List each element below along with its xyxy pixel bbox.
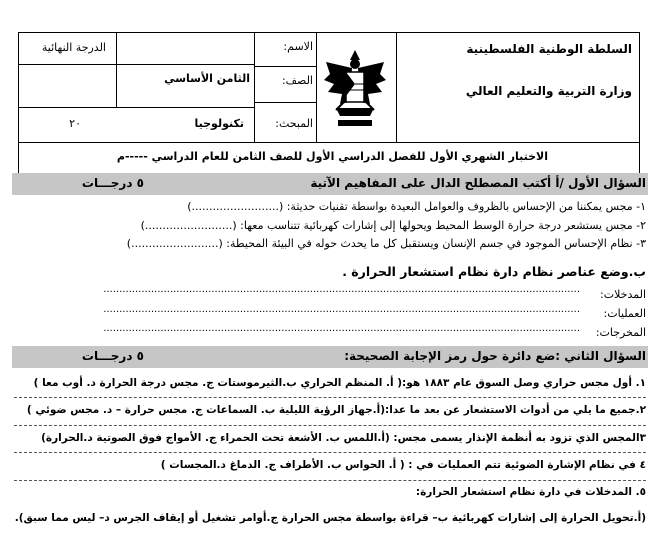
grade-value: الثامن الأساسي (164, 72, 250, 85)
q2-item-2: ٢.جميع ما يلي من أدوات الاستشعار عن بعد ما عدا:(أ.جهاز الرؤية الليلية ب. السماعات ج. مجس حرارة – د. مجس ضوئي ) (26, 404, 646, 416)
header-divider (254, 32, 255, 143)
inputs-answer-line[interactable]: ...................................................................................................................................................... (103, 284, 580, 295)
question-separator (14, 425, 646, 426)
q1-item-3: ٣- نظام الإحساس الموجود في جسم الإنسان ويستقبل كل ما يحدث حوله في البيئة المحيطة: (.........................) (126, 237, 646, 250)
outputs-label: المخرجات: (595, 326, 646, 339)
q2-item-1: ١. أول مجس حراري وصل السوق عام ١٨٨٣ هو:( أ. المنظم الحراري ب.الثيرموستات ج. مجس درجة الحرارة د. أوب معا ) (33, 377, 646, 389)
q2-item-5-choices: (أ.تحويل الحرارة إلى إشارات كهربائية ب– قراءة بواسطة مجس الحرارة ج.أوامر تشغيل أو إيقاف الجرس د– ليس مما سبق). (14, 512, 646, 524)
grade-label: الصف: (281, 74, 313, 87)
question-1-marks: ٥ درجـــات (81, 176, 144, 190)
processes-answer-line[interactable]: ...................................................................................................................................................... (103, 304, 580, 315)
q2-item-4: ٤ في نظام الإشارة الضوئية تتم العمليات في : ( أ. الحواس ب. الأطراف ج. الدماغ د.المجسات ) (160, 459, 646, 471)
header-divider (396, 32, 397, 143)
header-divider (18, 64, 254, 65)
outputs-answer-line[interactable]: ...................................................................................................................................................... (103, 323, 580, 334)
header-divider (18, 142, 640, 143)
exam-title: الاختبار الشهري الأول للفصل الدراسي الأول للصف الثامن للعام الدراسي -----م (116, 150, 548, 163)
question-2-marks: ٥ درجـــات (81, 349, 144, 363)
inputs-label: المدخلات: (600, 288, 646, 301)
question-separator (14, 397, 646, 398)
question-separator (14, 480, 646, 481)
q1-part-b: ب.وضع عناصر نظام دارة نظام استشعار الحرارة . (342, 264, 646, 279)
processes-label: العمليات: (603, 307, 646, 320)
q1-item-2: ٢- مجس يستشعر درجة حرارة الوسط المحيط ويحولها إلى إشارات كهربائية تتناسب معها: (.........................) (140, 219, 646, 232)
header-divider (254, 102, 316, 103)
final-score-label: الدرجة النهائية (41, 41, 106, 54)
q2-item-3: ٣المجس الذي تزود به أنظمة الإنذار يسمى مجس: (أ.اللمس ب. الأشعة تحت الحمراء ج. الأمواج فوق الصوتية د.الحرارة) (41, 432, 646, 444)
authority-name: السلطة الوطنية الفلسطينية (466, 42, 632, 56)
question-1-title: السؤال الأول /أ أكتب المصطلح الدال على المفاهيم الآتية (310, 176, 646, 190)
question-separator (14, 452, 646, 453)
header-divider (116, 32, 117, 108)
header-divider (254, 66, 316, 67)
q2-item-5: ٥. المدخلات في دارة نظام استشعار الحرارة: (415, 486, 646, 498)
ministry-name: وزارة التربية والتعليم العالي (465, 84, 632, 98)
subject-label: المبحث: (275, 117, 313, 130)
name-label: الاسم: (283, 40, 313, 53)
palestinian-eagle-emblem-icon (322, 44, 388, 136)
q1-item-1: ١- مجس يمكننا من الإحساس بالظروف والعوامل البعيدة بواسطة تقنيات حديثة: (.........................) (187, 200, 646, 213)
question-2-title: السؤال الثاني :ضع دائرة حول رمز الإجابة الصحيحة: (344, 349, 646, 363)
total-marks: ٢٠ (69, 117, 81, 130)
header-divider (316, 32, 317, 143)
header-divider (18, 107, 254, 108)
subject-value: تكنولوجيا (194, 117, 244, 130)
